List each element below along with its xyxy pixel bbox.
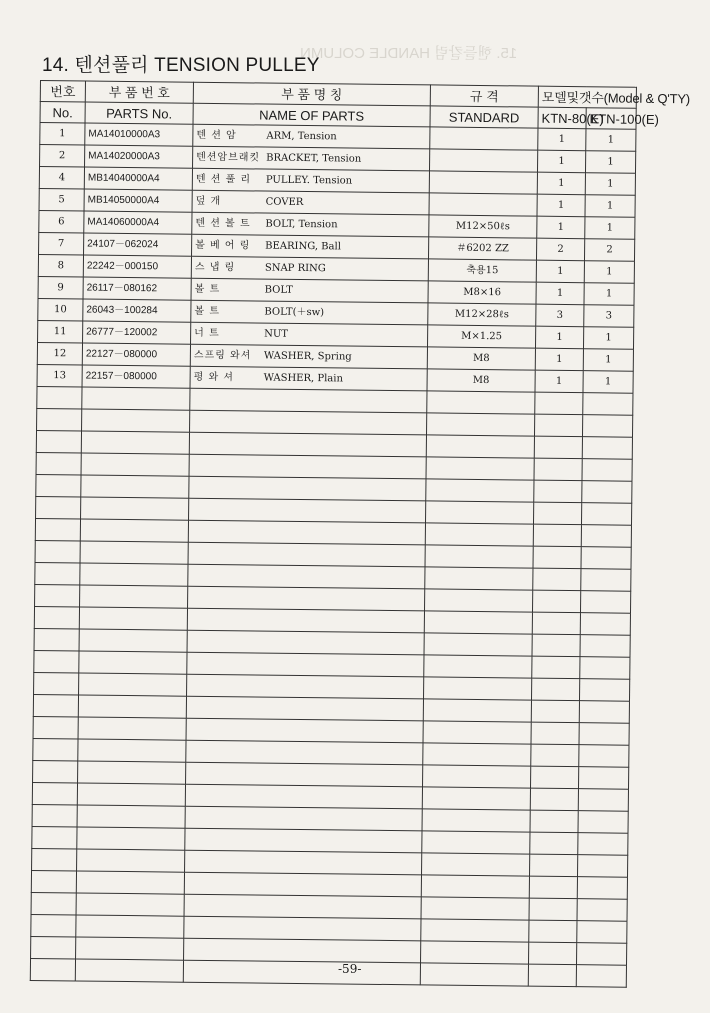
row-part-no-cell [81,475,189,498]
row-qty-80-cell [529,876,577,899]
row-part-no-cell [77,849,185,872]
row-name-cell [189,454,426,479]
row-qty-80-cell [530,766,578,789]
header-std-en: STANDARD [430,106,538,128]
row-part-no-cell [77,827,185,850]
row-part-no-cell: 26043－100284 [83,299,191,322]
row-qty-100-cell [582,459,632,482]
row-name-cell [185,850,422,875]
row-part-no-cell [80,563,188,586]
parts-table [30,80,691,988]
row-qty-80-cell [530,832,578,855]
row-name-cell [189,498,426,523]
row-std-cell [422,809,530,832]
parts-rows [30,123,636,988]
header-parts-no-en: PARTS No. [85,102,193,124]
row-name-cell [189,432,426,457]
page-number: -59- [338,962,362,976]
row-part-no-cell [79,607,187,630]
row-part-no-cell [79,651,187,674]
row-name-cell [191,300,428,325]
row-part-no-cell: 26117－080162 [83,277,191,300]
row-no-cell: 9 [38,276,83,299]
row-std-cell [422,787,530,810]
row-no-cell [36,430,81,453]
row-name-en: NUT [264,328,289,340]
row-std-cell [426,501,534,524]
row-qty-100-cell: 1 [585,217,635,240]
row-no-cell [31,914,76,937]
row-name-ko: 텐 션 암 [196,129,237,141]
row-std-cell [422,853,530,876]
row-name-cell [184,938,421,963]
row-std-cell [429,193,537,216]
row-no-cell: 10 [38,298,83,321]
row-qty-80-cell [529,898,577,921]
row-std-cell: M12×28ℓs [428,303,536,326]
row-no-cell: 7 [39,232,84,255]
row-name-cell [185,828,422,853]
row-qty-80-cell [534,414,582,437]
row-qty-100-cell [583,393,633,416]
header-std-ko: 규 격 [430,85,538,107]
row-part-no-cell [81,453,189,476]
row-qty-80-cell [532,612,580,635]
row-part-no-cell: MB14050000A4 [84,189,192,212]
row-qty-80-cell [530,810,578,833]
row-no-cell: 13 [37,364,82,387]
row-part-no-cell [81,497,189,520]
row-std-cell [424,633,532,656]
row-name-en: BEARING, Ball [265,240,341,252]
row-part-no-cell: 22127－080000 [82,343,190,366]
row-no-cell [32,848,77,871]
row-part-no-cell [78,717,186,740]
row-name-cell [190,366,427,391]
row-qty-100-cell [577,921,627,944]
row-qty-80-cell: 1 [536,260,584,283]
row-name-en: SNAP RING [264,262,326,274]
row-qty-100-cell [580,657,630,680]
row-name-en: BOLT(＋sw) [264,306,325,318]
row-part-no-cell: 22157－080000 [82,365,190,388]
row-part-no-cell: 24107－062024 [84,233,192,256]
row-qty-80-cell: 1 [538,128,586,151]
row-no-cell [35,540,80,563]
row-qty-100-cell [578,767,628,790]
row-no-cell: 6 [39,210,84,233]
row-qty-80-cell [532,634,580,657]
row-qty-100-cell [580,635,630,658]
row-part-no-cell: MA14020000A3 [85,145,193,168]
row-part-no-cell [82,387,190,410]
row-part-no-cell [79,629,187,652]
row-std-cell [421,897,529,920]
row-std-cell [426,435,534,458]
row-part-no-cell [80,585,188,608]
row-name-ko: 텐션암브래킷 [196,151,261,164]
row-no-cell [37,386,82,409]
row-std-cell [425,567,533,590]
header-parts-no-ko: 부 품 번 호 [85,81,193,103]
row-std-cell [424,677,532,700]
row-std-cell [423,721,531,744]
row-std-cell [426,457,534,480]
row-no-cell [37,408,82,431]
row-name-cell [185,806,422,831]
row-no-cell [32,782,77,805]
row-qty-80-cell [531,744,579,767]
row-qty-100-cell: 1 [585,195,635,218]
page-title: 14. 텐션풀리 TENSION PULLEY [42,55,320,76]
row-name-cell [186,718,423,743]
row-part-no-cell [80,519,188,542]
row-part-no-cell: MB14040000A4 [84,167,192,190]
row-qty-100-cell [579,745,629,768]
row-qty-80-cell: 1 [537,194,585,217]
row-qty-100-cell [579,723,629,746]
row-std-cell: M×1.25 [427,325,535,348]
row-qty-80-cell: 1 [535,348,583,371]
row-std-cell [424,611,532,634]
row-qty-100-cell: 1 [583,349,633,372]
row-no-cell [33,760,78,783]
row-qty-100-cell [579,701,629,724]
row-qty-100-cell [579,679,629,702]
row-no-cell [31,870,76,893]
row-no-cell: 2 [40,145,85,168]
header-no-ko: 번호 [40,81,85,103]
row-no-cell: 4 [39,167,84,190]
header-no-en: No. [40,102,85,124]
row-std-cell [420,963,528,986]
row-qty-80-cell [534,458,582,481]
row-no-cell [36,474,81,497]
row-qty-80-cell [532,590,580,613]
row-no-cell [34,628,79,651]
row-name-ko: 볼 트 [194,305,220,317]
row-qty-100-cell [582,437,632,460]
row-no-cell [33,716,78,739]
row-std-cell [421,919,529,942]
row-part-no-cell [76,893,184,916]
row-name-cell [191,322,428,347]
row-qty-80-cell: 1 [537,216,585,239]
row-part-no-cell [77,783,185,806]
row-part-no-cell: MA14060000A4 [84,211,192,234]
row-part-no-cell [78,761,186,784]
row-part-no-cell [80,541,188,564]
row-std-cell [424,655,532,678]
row-std-cell [425,523,533,546]
row-qty-80-cell: 1 [537,172,585,195]
row-part-no-cell [78,695,186,718]
row-qty-80-cell: 1 [535,326,583,349]
row-qty-80-cell: 3 [536,304,584,327]
row-qty-100-cell [581,525,631,548]
row-std-cell [425,545,533,568]
row-qty-80-cell [533,524,581,547]
row-qty-100-cell [577,899,627,922]
row-name-cell [193,124,430,149]
row-qty-80-cell: 1 [535,370,583,393]
row-name-cell [189,476,426,501]
row-no-cell [35,584,80,607]
row-name-en: BOLT [264,284,293,296]
row-qty-100-cell [581,547,631,570]
row-name-cell [185,784,422,809]
row-qty-100-cell [577,877,627,900]
row-no-cell [35,562,80,585]
row-std-cell [421,941,529,964]
row-name-cell [187,652,424,677]
row-name-cell [192,234,429,259]
row-name-cell [187,608,424,633]
row-name-cell [190,388,427,413]
row-no-cell [34,672,79,695]
row-no-cell [32,826,77,849]
row-part-no-cell: 26777－120002 [83,321,191,344]
row-name-en: ARM, Tension [266,130,337,142]
row-std-cell [426,479,534,502]
row-name-ko: 덮 개 [195,195,222,207]
row-no-cell [36,496,81,519]
row-std-cell [423,743,531,766]
row-name-cell [192,168,429,193]
row-qty-80-cell [531,678,579,701]
row-qty-80-cell [533,546,581,569]
row-qty-100-cell: 1 [584,261,634,284]
row-name-en: WASHER, Plain [263,372,343,384]
row-name-ko: 텐 션 볼 트 [195,217,251,229]
row-name-en: BRACKET, Tension [266,152,362,165]
row-part-no-cell [76,937,184,960]
row-name-cell [186,740,423,765]
row-std-cell: M8 [427,347,535,370]
row-name-cell [190,410,427,435]
row-name-cell [192,190,429,215]
row-name-cell [187,630,424,655]
row-qty-80-cell [530,788,578,811]
row-qty-100-cell [580,591,630,614]
row-no-cell: 8 [38,254,83,277]
row-no-cell [32,804,77,827]
row-qty-80-cell [529,920,577,943]
header-model-2: KTN-100(E) [586,108,636,130]
row-std-cell [422,831,530,854]
row-qty-100-cell: 1 [584,283,634,306]
row-name-cell [190,344,427,369]
row-name-cell [188,586,425,611]
bleed-through-text: 15. 핸들칼럼 HANDLE COLUMN [300,45,518,62]
row-qty-80-cell [531,722,579,745]
row-qty-100-cell [576,965,626,988]
row-qty-100-cell [576,943,626,966]
row-no-cell [36,452,81,475]
row-qty-100-cell [580,613,630,636]
row-no-cell [34,650,79,673]
row-std-cell [421,875,529,898]
row-name-ko: 너 트 [194,327,220,339]
row-no-cell [30,958,75,981]
row-name-cell [184,894,421,919]
row-std-cell [427,391,535,414]
row-qty-100-cell [578,811,628,834]
row-part-no-cell [79,673,187,696]
row-no-cell [33,738,78,761]
row-qty-80-cell [528,964,576,987]
row-name-en: BOLT, Tension [265,218,338,230]
row-no-cell [35,518,80,541]
row-name-ko: 스 냅 링 [194,261,236,273]
header-name-en: NAME OF PARTS [193,103,430,127]
row-name-cell [186,762,423,787]
row-std-cell [423,699,531,722]
row-name-cell [192,212,429,237]
row-std-cell [429,149,537,172]
row-qty-80-cell: 1 [537,150,585,173]
row-no-cell: 5 [39,188,84,211]
row-qty-80-cell [535,392,583,415]
row-qty-100-cell: 1 [585,151,635,174]
row-qty-100-cell: 1 [583,327,633,350]
row-qty-80-cell [534,480,582,503]
row-qty-100-cell [582,415,632,438]
row-name-cell [191,278,428,303]
row-name-cell [186,696,423,721]
header-name-ko: 부 품 명 칭 [193,82,430,106]
row-std-cell: M12×50ℓs [429,215,537,238]
row-qty-100-cell [578,789,628,812]
row-qty-100-cell: 1 [586,129,636,152]
row-qty-80-cell: 1 [536,282,584,305]
row-std-cell: M8×16 [428,281,536,304]
row-qty-80-cell: 2 [536,238,584,261]
row-qty-100-cell: 1 [585,173,635,196]
row-name-en: COVER [265,196,304,208]
row-no-cell [31,892,76,915]
row-qty-100-cell: 3 [584,305,634,328]
row-name-cell [187,674,424,699]
row-qty-80-cell [532,656,580,679]
row-no-cell: 11 [38,320,83,343]
row-part-no-cell [75,959,183,982]
row-qty-100-cell [577,855,627,878]
row-name-cell [184,872,421,897]
row-part-no-cell [76,915,184,938]
row-qty-80-cell [529,942,577,965]
row-name-cell [188,520,425,545]
row-name-cell [183,960,420,985]
row-part-no-cell: 22242－000150 [83,255,191,278]
row-qty-100-cell: 2 [584,239,634,262]
row-qty-80-cell [531,700,579,723]
row-no-cell: 1 [40,123,85,146]
row-qty-100-cell [581,503,631,526]
row-qty-100-cell: 1 [583,371,633,394]
row-name-ko: 스프링 와셔 [193,349,252,361]
row-name-ko: 볼 트 [194,283,221,295]
row-name-cell [188,564,425,589]
row-std-cell [429,171,537,194]
row-name-cell [188,542,425,567]
row-name-cell [184,916,421,941]
row-std-cell [423,765,531,788]
row-qty-100-cell [582,481,632,504]
row-std-cell [425,589,533,612]
row-std-cell [430,127,538,150]
row-name-ko: 텐 션 풀 리 [195,173,252,185]
row-part-no-cell: MA14010000A3 [85,123,193,146]
row-std-cell: M8 [427,369,535,392]
header-model-qty: 모델및갯수(Model & Q'TY) [538,86,636,108]
row-name-cell [193,146,430,171]
row-part-no-cell [76,871,184,894]
row-name-cell [191,256,428,281]
row-name-en: WASHER, Spring [263,350,352,363]
row-no-cell [33,694,78,717]
row-part-no-cell [82,409,190,432]
header-model-1: KTN-80(E) [538,107,586,129]
row-no-cell [34,606,79,629]
row-std-cell: 축용15 [428,259,536,282]
row-qty-80-cell [534,436,582,459]
row-part-no-cell [77,805,185,828]
row-qty-80-cell [533,502,581,525]
row-std-cell [426,413,534,436]
row-part-no-cell [78,739,186,762]
row-qty-80-cell [530,854,578,877]
row-no-cell: 12 [37,342,82,365]
row-qty-100-cell [581,569,631,592]
row-name-ko: 볼 베 어 링 [195,239,251,251]
row-std-cell: ＃6202 ZZ [428,237,536,260]
row-qty-80-cell [533,568,581,591]
row-qty-100-cell [578,833,628,856]
row-name-en: PULLEY. Tension [265,174,353,187]
row-no-cell [31,936,76,959]
row-name-ko: 평 와 셔 [193,371,235,383]
row-part-no-cell [81,431,189,454]
